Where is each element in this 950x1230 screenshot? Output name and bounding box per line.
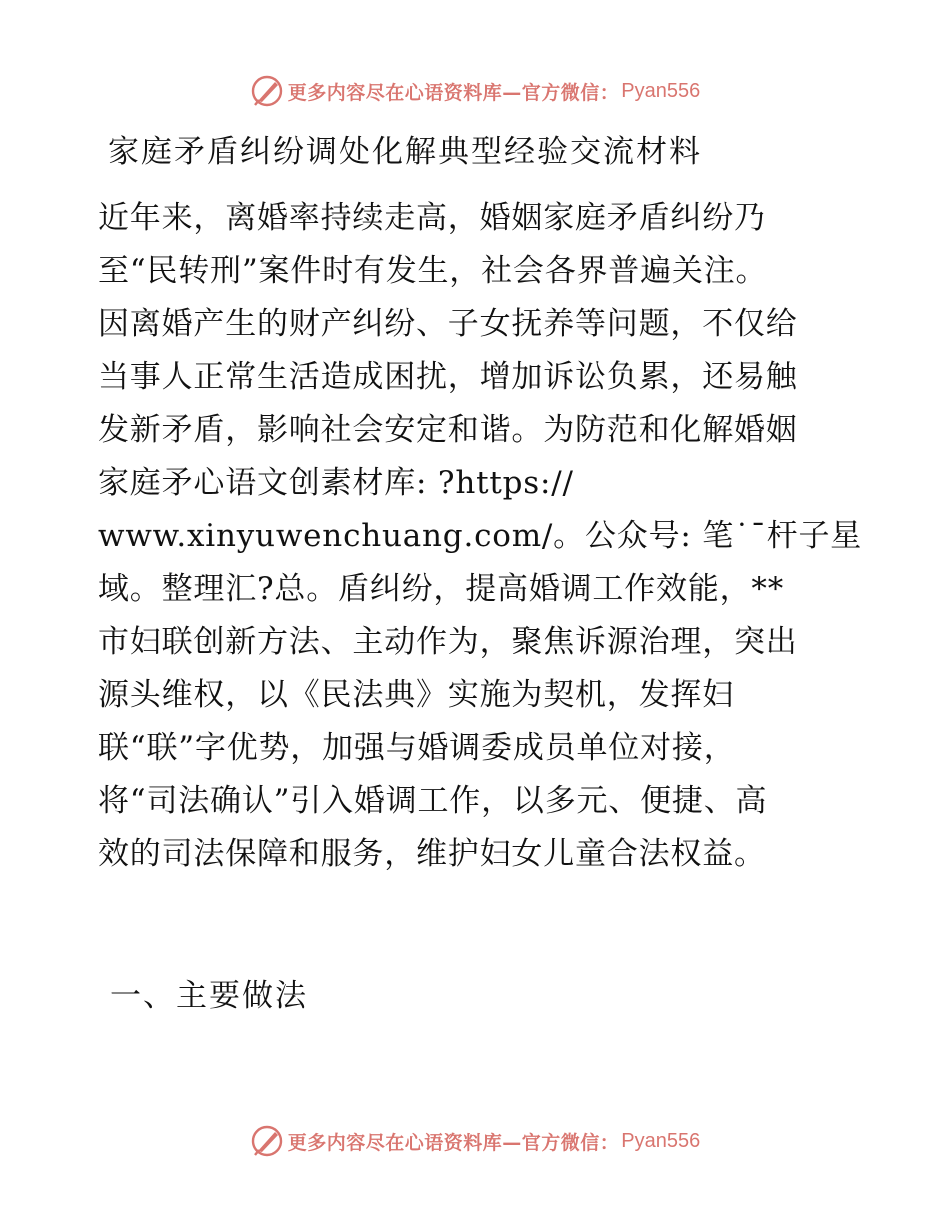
text-line: 市妇联创新方法、主动作为，聚焦诉源治理，突出	[98, 624, 798, 660]
body-paragraph	[98, 192, 863, 881]
quill-pen-logo-icon	[250, 74, 284, 108]
watermark-banner-top	[0, 71, 950, 111]
text-line: 近年来，离婚率持续走高，婚姻家庭矛盾纠纷乃	[98, 200, 766, 236]
text-line: 至“民转刑”案件时有发生，社会各界普遍关注。	[98, 253, 768, 289]
text-line: 因离婚产生的财产纠纷、子女抚养等问题，不仅给	[98, 306, 798, 342]
text-line: 效的司法保障和服务，维护妇女儿童合法权益。	[98, 836, 766, 872]
watermark-text: 更多内容尽在心语资料库—官方微信：	[287, 81, 620, 104]
text-line: 源头维权，以《民法典》实施为契机，发挥妇	[98, 677, 734, 713]
text-line: 将“司法确认”引入婚调工作，以多元、便捷、高	[98, 783, 768, 819]
text-line: 域。整理汇?总。盾纠纷，提高婚调工作效能，**	[98, 571, 785, 607]
watermark-wechat-id: Pyan556	[621, 1129, 701, 1152]
text-line: 家庭矛心语文创素材库: ?https://	[98, 465, 574, 501]
text-line: www.xinyuwenchuang.com/。公众号: 笔˙¯杆子星	[98, 518, 863, 554]
quill-pen-logo-icon	[250, 1124, 284, 1158]
document-title: 家庭矛盾纠纷调处化解典型经验交流材料	[108, 134, 702, 170]
watermark-wechat-id: Pyan556	[621, 79, 701, 102]
text-line: 发新矛盾，影响社会安定和谐。为防范和化解婚姻	[98, 412, 798, 448]
section-heading: 一、主要做法	[110, 978, 308, 1014]
text-line: 联“联”字优势，加强与婚调委成员单位对接，	[98, 730, 736, 766]
text-line: 当事人正常生活造成困扰，增加诉讼负累，还易触	[98, 359, 798, 395]
watermark-banner-bottom	[0, 1121, 950, 1161]
watermark-text: 更多内容尽在心语资料库—官方微信：	[287, 1131, 620, 1154]
